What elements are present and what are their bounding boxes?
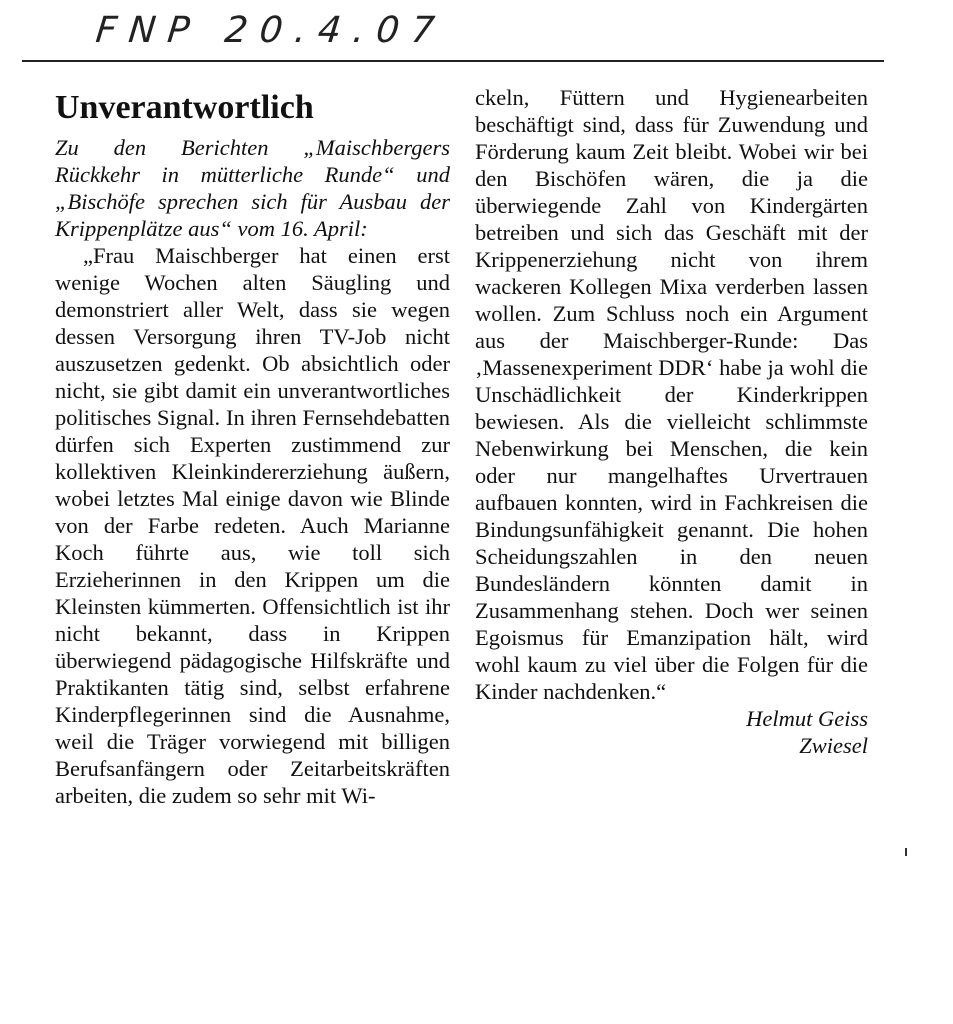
scan-mark: [905, 848, 907, 856]
article-body-left: „Frau Maischberger hat einen erst wenige Wochen alten Säugling und demonstriert aller Welt, dass sie wegen dessen Versorgung ihren TV-Job nicht auszusetzen gedenkt. Ob absichtlich oder nicht, sie gibt damit ein unverantwortliches politisches Signal. In ihren Fernsehdebatten dürfen sich Experten zustimmend zur kollektiven Kleinkindererziehung äußern, wobei letztes Mal einige davon wie Blinde von der Farbe redeten. Auch Marianne Koch führte aus, wie toll sich Erzieherinnen in den Krippen um die Kleinsten kümmerten. Offensichtlich ist ihr nicht bekannt, dass in Krippen überwiegend pädagogische Hilfskräfte und Praktikanten tätig sind, selbst erfahrene Kinderpflegerinnen sind die Ausnahme, weil die Träger vorwiegend mit billigen Berufsanfängern oder Zeitarbeitskräften arbeiten, die zudem so sehr mit Wi-: [55, 243, 450, 808]
handwritten-source-date: FNP 20.4.07: [93, 10, 449, 51]
article-column-right: [475, 84, 868, 759]
article-author: Helmut Geiss: [746, 706, 868, 731]
article-body-right: ckeln, Füttern und Hygienearbeiten beschäftigt sind, dass für Zuwendung und Förderung kaum Zeit bleibt. Wobei wir bei den Bischöfen wären, die ja die überwiegende Zahl von Kindergärten betreiben und sich das Geschäft mit der Krippenerziehung nicht von ihrem wackeren Kollegen Mixa verderben lassen wollen. Zum Schluss noch ein Argument aus der Maischberger-Runde: Das ‚Massenexperiment DDR‘ habe ja wohl die Unschädlichkeit der Kinderkrippen bewiesen. Als die vielleicht schlimmste Nebenwirkung bei Menschen, die kein oder nur mangelhaftes Urvertrauen aufbauen konnten, wird in Fachkreisen die Bindungsunfähigkeit genannt. Die hohen Scheidungszahlen in den neuen Bundesländern könnten damit in Zusammenhang stehen. Doch wer seinen Egoismus für Emanzipation hält, wird wohl kaum zu viel über die Folgen für die Kinder nachdenken.“: [475, 85, 868, 704]
header-divider: [22, 60, 884, 62]
article-headline: Unverantwortlich: [55, 89, 314, 126]
article-intro: Zu den Berichten „Maischbergers Rückkehr in mütterliche Runde“ und „Bischöfe sprechen sich für Ausbau der Krippenplätze aus“ vom 16. April:: [55, 135, 450, 241]
article-location: Zwiesel: [799, 733, 868, 758]
article-column-left: [55, 84, 450, 809]
